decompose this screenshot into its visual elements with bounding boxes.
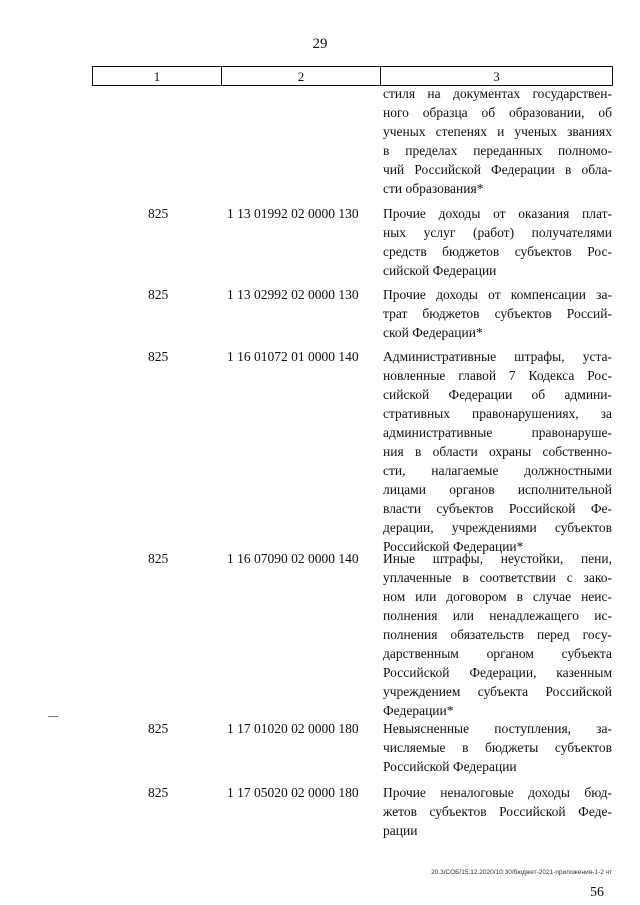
description-line: ния в области охраны собственно- (383, 444, 612, 459)
description-line: сти образования* (383, 181, 484, 196)
description-line: сийской Федерации (383, 263, 497, 278)
kbk-code: 1 17 05020 02 0000 180 (227, 785, 359, 800)
kbk-code: 1 13 02992 02 0000 130 (227, 287, 359, 302)
income-description (383, 719, 612, 776)
description-line: ученых степенях и ученых званиях (383, 124, 612, 139)
column-header-3: 3 (493, 68, 500, 84)
income-description (383, 285, 612, 342)
income-description (383, 783, 612, 840)
kbk-code: 1 16 01072 01 0000 140 (227, 349, 359, 364)
description-line: ской Федерации* (383, 325, 483, 340)
admin-code: 825 (148, 721, 169, 736)
description-line: Федерации* (383, 703, 454, 718)
description-line: власти субъектов Российской Фе- (383, 501, 612, 516)
description-line: полнения обязательств перед госу- (383, 627, 612, 642)
description-line: сийской Федерации об админи- (383, 387, 612, 402)
description-line: полнения или ненадлежащего ис- (383, 608, 612, 623)
description-line: трат бюджетов субъектов Россий- (383, 306, 612, 321)
admin-code: 825 (148, 287, 169, 302)
description-line: Российской Федерации (383, 759, 517, 774)
description-line: стративных правонарушениях, за (383, 406, 612, 421)
description-line: лицами органов исполнительной (383, 482, 612, 497)
admin-code: 825 (148, 206, 169, 221)
scan-mark (48, 716, 58, 717)
description-line: ном или договором в случае неис- (383, 589, 612, 604)
income-description (383, 549, 612, 720)
description-line: числяемые в бюджеты субъектов (383, 740, 612, 755)
continuation-description (383, 84, 612, 198)
description-line: Российской Федерации* (383, 539, 524, 554)
description-line: дарственным органом субъекта (383, 646, 612, 661)
description-line: дерации, учреждениями субъектов (383, 520, 612, 535)
description-line: учреждением субъекта Российской (383, 684, 612, 699)
kbk-code: 1 13 01992 02 0000 130 (227, 206, 359, 221)
description-line: ного образца об образовании, об (383, 105, 612, 120)
admin-code: 825 (148, 551, 169, 566)
description-line: Невыясненные поступления, за- (383, 721, 612, 736)
table-header (92, 66, 613, 86)
page-number-top: 29 (312, 36, 328, 52)
kbk-code: 1 16 07090 02 0000 140 (227, 551, 359, 566)
description-line: Российской Федерации, казенным (383, 665, 612, 680)
description-line: новленные главой 7 Кодекса Рос- (383, 368, 612, 383)
description-line: Прочие неналоговые доходы бюд- (383, 785, 612, 800)
description-line: ных услуг (работ) получателями (383, 225, 612, 240)
description-line: средств бюджетов субъектов Рос- (383, 244, 612, 259)
kbk-code: 1 17 01020 02 0000 180 (227, 721, 359, 736)
description-line: в пределах переданных полномо- (383, 143, 612, 158)
income-description (383, 204, 612, 280)
income-description (383, 347, 612, 556)
description-line: чий Российской Федерации в обла- (383, 162, 612, 177)
description-line: Прочие доходы от оказания плат- (383, 206, 612, 221)
description-line: стиля на документах государствен- (383, 86, 612, 101)
column-header-1: 1 (93, 67, 222, 85)
description-line: Иные штрафы, неустойки, пени, (383, 551, 612, 566)
admin-code: 825 (148, 785, 169, 800)
description-line: Административные штрафы, уста- (383, 349, 612, 364)
description-line: Прочие доходы от компенсации за- (383, 287, 612, 302)
page-number-bottom: 56 (590, 885, 604, 900)
admin-code: 825 (148, 349, 169, 364)
description-line: рации (383, 823, 418, 838)
description-line: сти, налагаемые должностными (383, 463, 612, 478)
column-header-2: 2 (222, 67, 381, 85)
description-line: жетов субъектов Российской Феде- (383, 804, 612, 819)
description-line: уплаченные в соответствии с зако- (383, 570, 612, 585)
document-stamp: 20.3/СОБ/15.12.2020/10:30/бюджет-2021-приложения-1-2 чт (431, 869, 612, 876)
description-line: административные правонаруше- (383, 425, 612, 440)
